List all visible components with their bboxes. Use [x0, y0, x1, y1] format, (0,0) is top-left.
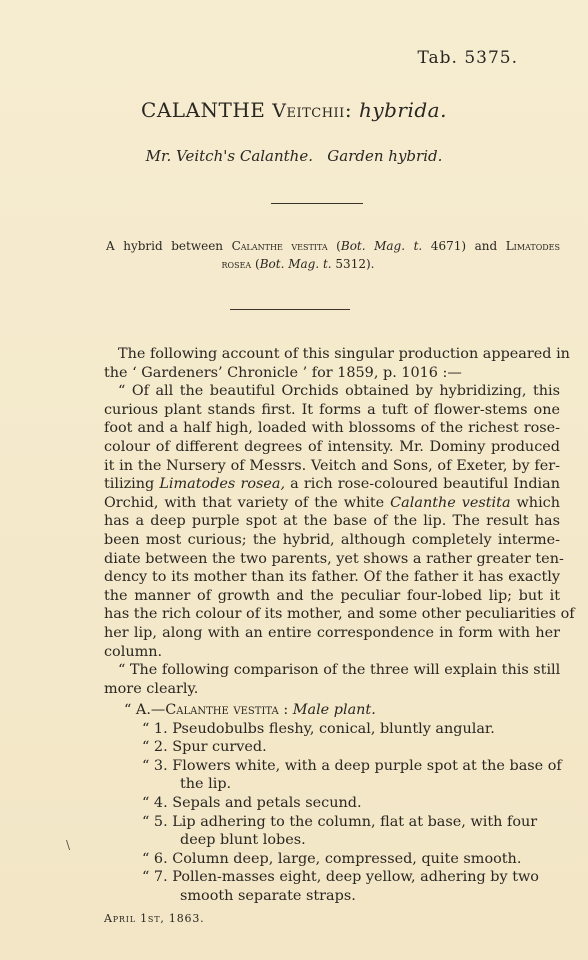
text-line: her lip, along with an entire correspondence in form with her — [104, 624, 560, 641]
plate-number: Tab. 5375. — [417, 48, 518, 68]
list-item: “ 5. Lip adhering to the column, flat at base, with four — [142, 813, 538, 830]
divider-rule — [271, 203, 363, 204]
text-line: has a deep purple spot at the base of the lip. The result has — [104, 513, 560, 530]
list-item: “ 1. Pseudobulbs fleshy, conical, bluntly angular. — [142, 720, 495, 737]
text-line: the ‘ Gardeners’ Chronicle ’ for 1859, p. 1016 :— — [104, 364, 462, 381]
text-line: foot and a half high, loaded with blossoms of the richest rose- — [104, 420, 560, 437]
body-text — [104, 345, 575, 698]
text-line: The following account of this singular production appeared in — [118, 346, 570, 362]
comparison-list — [104, 701, 560, 906]
text-line: colour of different degrees of intensity. Mr. Dominy produced — [104, 438, 560, 455]
title-species: Veitchii — [272, 100, 345, 122]
hybrid-note-line-2: rosea (Bot. Mag. t. 5312). — [221, 257, 375, 271]
hybrid-note-line-1: A hybrid between Calanthe vestita (Bot. Mag. t. 4671) and Limatodes — [106, 239, 560, 253]
text-line: has the rich colour of its mother, and some other peculiarities of — [104, 606, 575, 623]
text-line: column. — [104, 643, 163, 660]
publication-date: April 1st, 1863. — [104, 912, 205, 925]
text-line: diate between the two parents, yet shows a rather greater ten- — [104, 550, 564, 567]
text-line: dency to its mother than its father. Of the father it has exactly — [104, 569, 560, 586]
text-line: “ Of all the beautiful Orchids obtained by hybridizing, this — [118, 383, 560, 400]
list-item-continuation: deep blunt lobes. — [180, 832, 306, 849]
list-item: “ 4. Sepals and petals secund. — [142, 794, 362, 811]
title-variety: hybrida. — [358, 98, 447, 122]
list-item: “ 3. Flowers white, with a deep purple spot at the base of — [142, 757, 562, 774]
text-line: tilizing Limatodes rosea, a rich rose-coloured beautiful Indian — [104, 476, 560, 493]
hybrid-note — [106, 237, 560, 273]
text-line: “ The following comparison of the three will explain this still — [118, 662, 561, 679]
list-item-continuation: the lip. — [180, 776, 232, 793]
subtitle: Mr. Veitch's Calanthe. Garden hybrid. — [145, 147, 443, 165]
list-item: “ 6. Column deep, large, compressed, quite smooth. — [142, 850, 522, 867]
title-genus: CALANTHE — [141, 98, 266, 122]
text-line: more clearly. — [104, 680, 199, 697]
title-separator: : — [344, 98, 353, 122]
list-item: “ 2. Spur curved. — [142, 739, 267, 756]
divider-rule — [230, 309, 350, 310]
page-title — [0, 98, 588, 122]
text-line: it in the Nursery of Messrs. Veitch and Sons, of Exeter, by fer- — [104, 457, 560, 474]
text-line: Orchid, with that variety of the white Calanthe vestita which — [104, 494, 561, 511]
comparison-heading: “ A.—Calanthe vestita : Male plant. — [124, 702, 376, 718]
text-line: the manner of growth and the peculiar four-lobed lip; but it — [104, 587, 560, 604]
margin-mark: \ — [66, 838, 71, 852]
text-line: been most curious; the hybrid, although completely interme- — [104, 531, 560, 548]
text-line: curious plant stands first. It forms a tuft of flower-stems one — [104, 401, 560, 418]
list-item: “ 7. Pollen-masses eight, deep yellow, adhering by two — [142, 869, 539, 886]
list-item-continuation: smooth separate straps. — [180, 887, 356, 904]
